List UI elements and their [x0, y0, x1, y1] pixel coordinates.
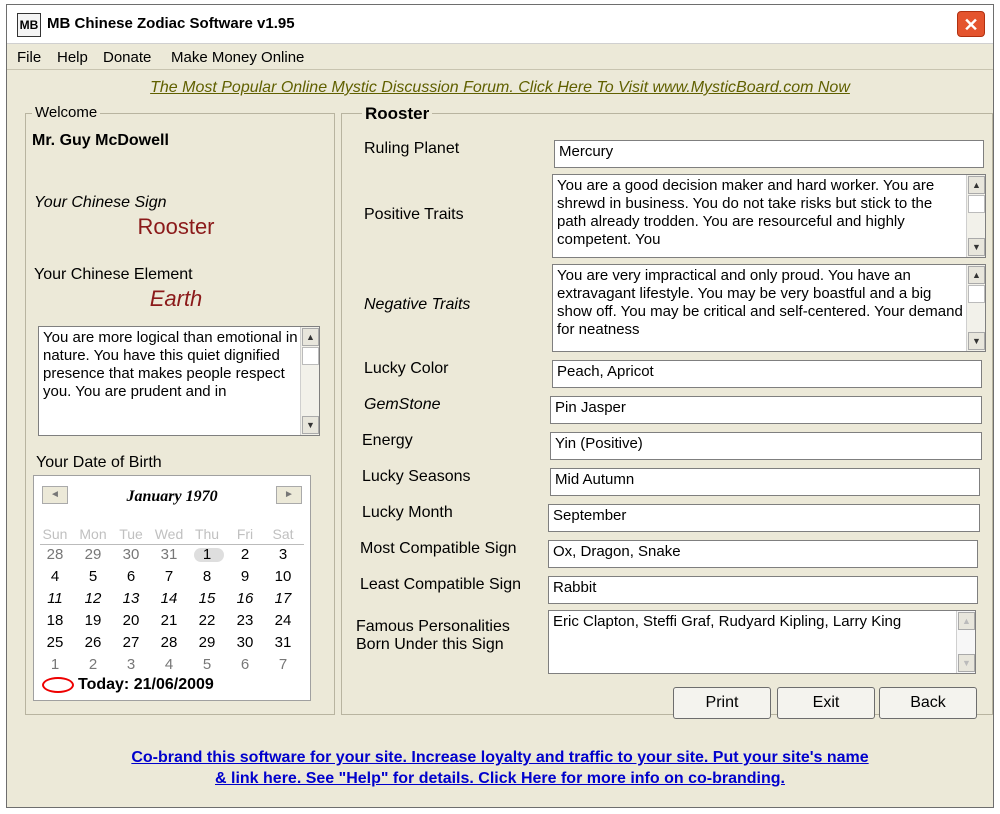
ruling-planet-field[interactable]: Mercury: [554, 140, 984, 168]
calendar-day[interactable]: 29: [198, 634, 216, 651]
calendar-day[interactable]: 6: [240, 656, 250, 673]
chinese-sign-value: Rooster: [137, 214, 215, 239]
calendar-day[interactable]: 18: [46, 612, 64, 629]
chevron-left-icon: ◄: [50, 489, 60, 500]
weekday-header: Fri: [236, 526, 254, 542]
window-title: MB Chinese Zodiac Software v1.95: [47, 15, 295, 32]
calendar-day[interactable]: 23: [236, 612, 254, 629]
weekday-header: Tue: [119, 526, 143, 542]
scroll-down-icon[interactable]: ▼: [968, 238, 985, 256]
chevron-right-icon: ►: [284, 489, 294, 500]
famous-scrollbar[interactable]: [956, 611, 975, 673]
menu-donate[interactable]: Donate: [103, 49, 152, 66]
today-text: Today: 21/06/2009: [78, 676, 214, 693]
calendar-day[interactable]: 2: [88, 656, 98, 673]
scroll-down-icon[interactable]: ▼: [968, 332, 985, 350]
gemstone-label: GemStone: [364, 396, 441, 413]
gemstone-field[interactable]: Pin Jasper: [550, 396, 982, 424]
energy-field[interactable]: Yin (Positive): [550, 432, 982, 460]
lucky-color-field[interactable]: Peach, Apricot: [552, 360, 982, 388]
scroll-thumb[interactable]: [968, 195, 985, 213]
calendar-month-title: January 1970: [126, 488, 218, 505]
user-name: Mr. Guy McDowell: [32, 132, 169, 149]
negative-traits-text: You are very impractical and only proud. You have an extravagant lifestyle. You may be very boastful and a big show off. You may be critical and self-centered. Your demand for neatness: [557, 267, 963, 338]
lucky-seasons-field[interactable]: Mid Autumn: [550, 468, 980, 496]
calendar-day[interactable]: 31: [274, 634, 292, 651]
close-icon: ✕: [963, 15, 979, 35]
calendar-day[interactable]: 14: [160, 590, 178, 607]
ruling-planet-label: Ruling Planet: [364, 140, 460, 157]
famous-label-line2: Born Under this Sign: [356, 636, 504, 653]
menu-file[interactable]: File: [17, 49, 42, 66]
calendar-day[interactable]: 4: [50, 568, 60, 585]
calendar-day[interactable]: 28: [46, 546, 64, 563]
calendar-day[interactable]: 19: [84, 612, 102, 629]
lucky-month-field[interactable]: September: [548, 504, 980, 532]
menu-make-money-online[interactable]: Make Money Online: [171, 49, 305, 66]
app-window: [6, 4, 994, 808]
title-bar[interactable]: [7, 5, 993, 44]
calendar-day[interactable]: 26: [84, 634, 102, 651]
least-compatible-label: Least Compatible Sign: [360, 576, 521, 593]
least-compatible-field[interactable]: Rabbit: [548, 576, 978, 604]
calendar-day[interactable]: 2: [240, 546, 250, 563]
scroll-up-icon[interactable]: ▲: [968, 176, 985, 194]
sign-description-text: You are more logical than emotional in nature. You have this quiet dignified presence that makes people respect you. You are prudent and in: [43, 329, 298, 400]
sign-details-title: Rooster: [362, 104, 432, 124]
calendar-day[interactable]: 30: [236, 634, 254, 651]
calendar-day[interactable]: 7: [278, 656, 288, 673]
today-row[interactable]: [42, 676, 214, 694]
calendar-day[interactable]: 12: [84, 590, 102, 607]
back-button[interactable]: Back: [879, 687, 977, 719]
calendar-day[interactable]: 4: [164, 656, 174, 673]
calendar-day[interactable]: 22: [198, 612, 216, 629]
calendar-day[interactable]: 15: [198, 590, 216, 607]
famous-personalities-label: [356, 618, 510, 654]
menu-bar: [7, 45, 993, 70]
scroll-up-icon[interactable]: ▲: [958, 612, 975, 630]
calendar-day[interactable]: 24: [274, 612, 292, 629]
weekday-header: Wed: [154, 526, 184, 542]
negative-traits-label: Negative Traits: [364, 296, 471, 313]
calendar-day[interactable]: 9: [240, 568, 250, 585]
famous-personalities-text: Eric Clapton, Steffi Graf, Rudyard Kipling, Larry King: [553, 613, 902, 630]
weekday-header: Sun: [42, 526, 68, 542]
calendar-day[interactable]: 31: [160, 546, 178, 563]
calendar-day[interactable]: 10: [274, 568, 292, 585]
calendar-day[interactable]: 5: [202, 656, 212, 673]
close-button[interactable]: [957, 11, 985, 37]
welcome-label: Welcome: [32, 104, 100, 121]
calendar-day[interactable]: 20: [122, 612, 140, 629]
date-of-birth-label: Your Date of Birth: [36, 454, 162, 471]
co-brand-line2: & link here. See "Help" for details. Click Here for more info on co-branding.: [215, 770, 785, 787]
calendar-day[interactable]: 3: [278, 546, 288, 563]
chinese-element-value: Earth: [149, 286, 203, 311]
calendar-divider: [40, 544, 304, 545]
scroll-down-icon[interactable]: ▼: [302, 416, 319, 434]
scroll-up-icon[interactable]: ▲: [968, 266, 985, 284]
lucky-month-label: Lucky Month: [362, 504, 453, 521]
exit-button[interactable]: Exit: [777, 687, 875, 719]
calendar-day[interactable]: 1: [50, 656, 60, 673]
weekday-header: Thu: [194, 526, 220, 542]
calendar-day[interactable]: 11: [47, 590, 63, 607]
scroll-up-icon[interactable]: ▲: [302, 328, 319, 346]
scroll-down-icon[interactable]: ▼: [958, 654, 975, 672]
sign-description-box[interactable]: [38, 326, 320, 436]
positive-traits-scrollbar[interactable]: [966, 175, 985, 257]
print-button[interactable]: Print: [673, 687, 771, 719]
calendar-day[interactable]: 21: [160, 612, 178, 629]
famous-label-line1: Famous Personalities: [356, 618, 510, 635]
calendar-day[interactable]: 27: [122, 634, 140, 651]
most-compatible-field[interactable]: Ox, Dragon, Snake: [548, 540, 978, 568]
app-icon[interactable]: MB: [17, 13, 41, 37]
sign-details-group: [341, 104, 993, 715]
mysticboard-link[interactable]: The Most Popular Online Mystic Discussion Forum. Click Here To Visit www.MysticBoard.com Now: [150, 79, 850, 96]
most-compatible-label: Most Compatible Sign: [360, 540, 517, 557]
positive-traits-label: Positive Traits: [364, 206, 464, 223]
menu-help[interactable]: Help: [57, 49, 88, 66]
energy-label: Energy: [362, 432, 413, 449]
next-month-button[interactable]: [276, 486, 302, 504]
calendar-day[interactable]: 3: [126, 656, 136, 673]
calendar-day[interactable]: 16: [236, 590, 254, 607]
chinese-sign-label: Your Chinese Sign: [34, 194, 167, 211]
today-circle-icon: [42, 677, 74, 693]
famous-personalities-box[interactable]: [548, 610, 976, 674]
description-scrollbar[interactable]: [300, 327, 319, 435]
birth-calendar[interactable]: [33, 475, 311, 701]
calendar-day[interactable]: 7: [164, 568, 174, 585]
calendar-day[interactable]: 8: [202, 568, 212, 585]
calendar-day[interactable]: 25: [46, 634, 64, 651]
chinese-element-label: Your Chinese Element: [34, 266, 193, 283]
calendar-day[interactable]: 13: [122, 590, 140, 607]
co-brand-link[interactable]: [7, 747, 993, 789]
calendar-day[interactable]: 29: [84, 546, 102, 563]
calendar-day[interactable]: 28: [160, 634, 178, 651]
scroll-thumb[interactable]: [302, 347, 319, 365]
calendar-day[interactable]: 6: [126, 568, 136, 585]
calendar-day[interactable]: 5: [88, 568, 98, 585]
positive-traits-box[interactable]: [552, 174, 986, 258]
calendar-day[interactable]: 17: [274, 590, 292, 607]
co-brand-line1: Co-brand this software for your site. Increase loyalty and traffic to your site. Put your site's name: [131, 749, 869, 766]
negative-traits-box[interactable]: [552, 264, 986, 352]
positive-traits-text: You are a good decision maker and hard worker. You are shrewd in business. You do not take risks but stick to the path already trodden. You are resourceful and highly competent. You: [557, 177, 935, 248]
lucky-seasons-label: Lucky Seasons: [362, 468, 471, 485]
calendar-day[interactable]: 1: [202, 546, 212, 563]
calendar-day[interactable]: 30: [122, 546, 140, 563]
weekday-header: Mon: [79, 526, 107, 542]
scroll-thumb[interactable]: [968, 285, 985, 303]
weekday-header: Sat: [272, 526, 294, 542]
lucky-color-label: Lucky Color: [364, 360, 449, 377]
negative-traits-scrollbar[interactable]: [966, 265, 985, 351]
